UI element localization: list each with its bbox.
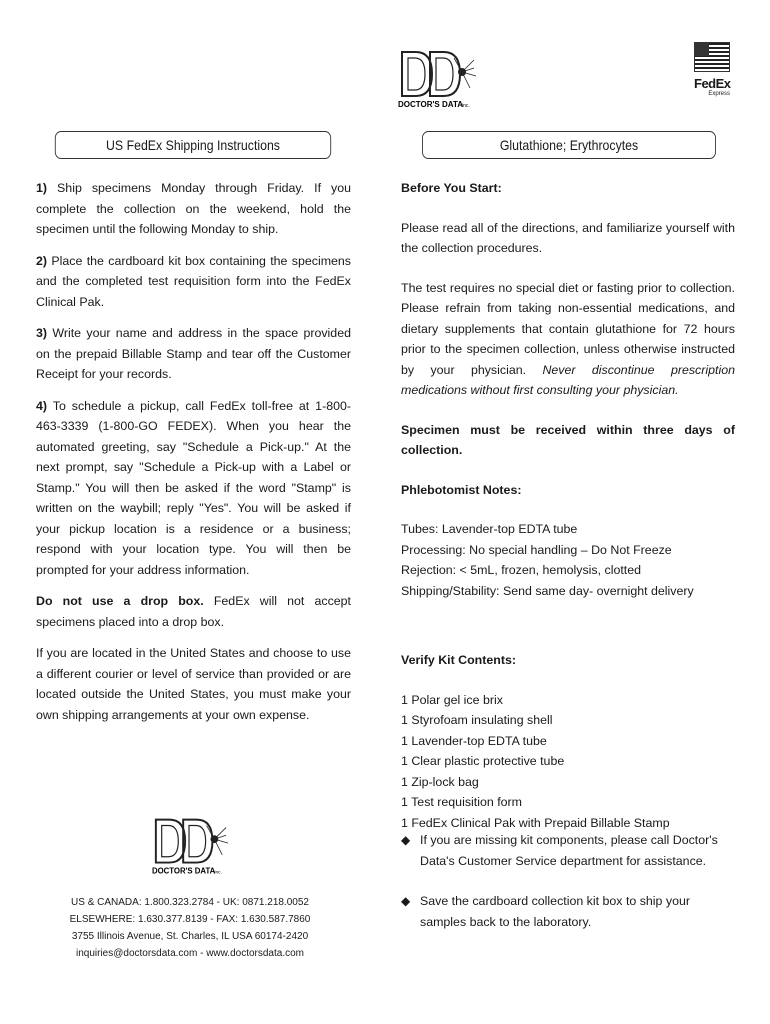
step-2 — [36, 251, 351, 313]
logo-sub: inc. — [462, 103, 470, 109]
step-3-text: Write your name and address in the space provided on the prepaid Billable Stamp and tear off the Customer Receipt for your records. — [36, 326, 351, 381]
step-3 — [36, 323, 351, 385]
receipt-deadline: Specimen must be received within three days of collection. — [401, 422, 735, 457]
drop-box-bold: Do not use a drop box. — [36, 594, 204, 608]
other-shipping-note: If you are located in the United States and choose to use a different courier or level of service than provided or are located outside the United States, you must make your own shipping arrangements at your own expense. — [36, 646, 351, 722]
kit-item: 1 Zip-lock bag — [401, 774, 479, 789]
drop-box-text: FedEx will not accept specimens placed into a drop box. — [36, 594, 351, 629]
kit-item: 1 Clear plastic protective tube — [401, 754, 565, 768]
fedex-express-logo — [694, 42, 730, 104]
kit-item: 1 FedEx Clinical Pak with Prepaid Billable Stamp — [401, 815, 670, 830]
doctors-data-logo — [396, 46, 478, 112]
step-1-number: 1) — [36, 181, 48, 195]
save-box-text: Save the cardboard collection kit box to ship your samples back to the laboratory. — [420, 894, 690, 929]
contact-address: 3755 Illinois Avenue, St. Charles, IL USA 60174-2420 — [71, 931, 309, 942]
step-2-number: 2) — [36, 253, 48, 268]
missing-kit-text: If you are missing kit components, please call Doctor's Data's Customer Service department for assistance. — [420, 833, 718, 868]
kit-item: 1 Styrofoam insulating shell — [401, 713, 553, 727]
save-box-bullet — [401, 891, 735, 933]
diet-note — [401, 278, 735, 401]
note-item: Processing: No special handling – Do Not Freeze — [401, 542, 672, 557]
diamond-bullet-icon: ◆ — [401, 894, 411, 908]
step-1 — [36, 178, 351, 240]
collection-instructions — [401, 178, 735, 833]
kit-item: 1 Polar gel ice brix — [401, 692, 503, 707]
contact-phone-elsewhere: ELSEWHERE: 1.630.377.8139 - FAX: 1.630.587.7860 — [69, 914, 311, 925]
logo-sub: inc. — [214, 870, 222, 876]
doctors-data-logo-footer — [150, 813, 230, 879]
kit-item: 1 Lavender-top EDTA tube — [401, 733, 547, 748]
phlebotomist-heading: Phlebotomist Notes: — [401, 482, 522, 497]
missing-kit-bullet — [401, 830, 735, 872]
diet-text: The test requires no special diet or fasting prior to collection. Please refrain from taking non-essential medications, and dietary supplements that contain glutathione for 72 hours prior to the specimen collection, unless otherwise instructed by your physician. — [401, 280, 735, 377]
note-item: Shipping/Stability: Send same day- overnight delivery — [401, 583, 694, 598]
fedex-sub: Express — [708, 91, 730, 97]
step-4-number: 4) — [36, 398, 48, 413]
contact-web[interactable]: inquiries@doctorsdata.com - www.doctorsdata.com — [75, 948, 305, 959]
step-2-text: Place the cardboard kit box containing the specimens and the completed test requisition form into the FedEx Clinical Pak. — [36, 253, 352, 309]
fedex-brand: FedEx — [694, 76, 731, 91]
contact-phone-us: US & CANADA: 1.800.323.2784 - UK: 0871.218.0052 — [71, 897, 309, 908]
phlebotomist-notes — [401, 519, 735, 601]
test-title: Glutathione; Erythrocytes — [422, 131, 716, 159]
step-3-number: 3) — [36, 326, 48, 340]
kit-item: 1 Test requisition form — [401, 795, 522, 809]
diamond-bullet-icon: ◆ — [401, 833, 411, 847]
logo-text: DOCTOR'S DATA — [151, 866, 216, 876]
note-item: Tubes: Lavender-top EDTA tube — [401, 522, 578, 536]
before-you-start-text: Please read all of the directions, and familiarize yourself with the collection procedures. — [401, 220, 735, 255]
shipping-instructions-title: US FedEx Shipping Instructions — [55, 131, 331, 159]
contact-info — [50, 894, 330, 962]
shipping-instructions — [36, 178, 351, 736]
diet-italic: Never discontinue prescription medications without first consulting your physician. — [401, 362, 735, 397]
us-flag-icon — [694, 42, 730, 72]
step-4 — [36, 396, 351, 581]
step-1-text: Ship specimens Monday through Friday. If you complete the collection on the weekend, hold the specimen until the following Monday to ship. — [36, 181, 351, 236]
before-you-start-heading: Before You Start: — [401, 181, 502, 195]
note-item: Rejection: < 5mL, frozen, hemolysis, clotted — [401, 563, 642, 577]
logo-text: DOCTOR'S DATA — [398, 100, 464, 109]
step-4-text: To schedule a pickup, call FedEx toll-free at 1-800-463-3339 (1-800-GO FEDEX). When you hear the automated greeting, say "Schedule a Pick-up." At the next prompt, say "Schedule a Pick-up with a Label or Stamp." You will then be asked if the word "Stamp" is written on the waybill; reply "Yes". You will be asked if your pickup location is a residence or a business; respond with your location type. You will then be prompted for your address information. — [36, 398, 351, 577]
kit-contents-list — [401, 690, 735, 834]
kit-contents-heading: Verify Kit Contents: — [401, 653, 516, 667]
drop-box-warning — [36, 591, 351, 632]
